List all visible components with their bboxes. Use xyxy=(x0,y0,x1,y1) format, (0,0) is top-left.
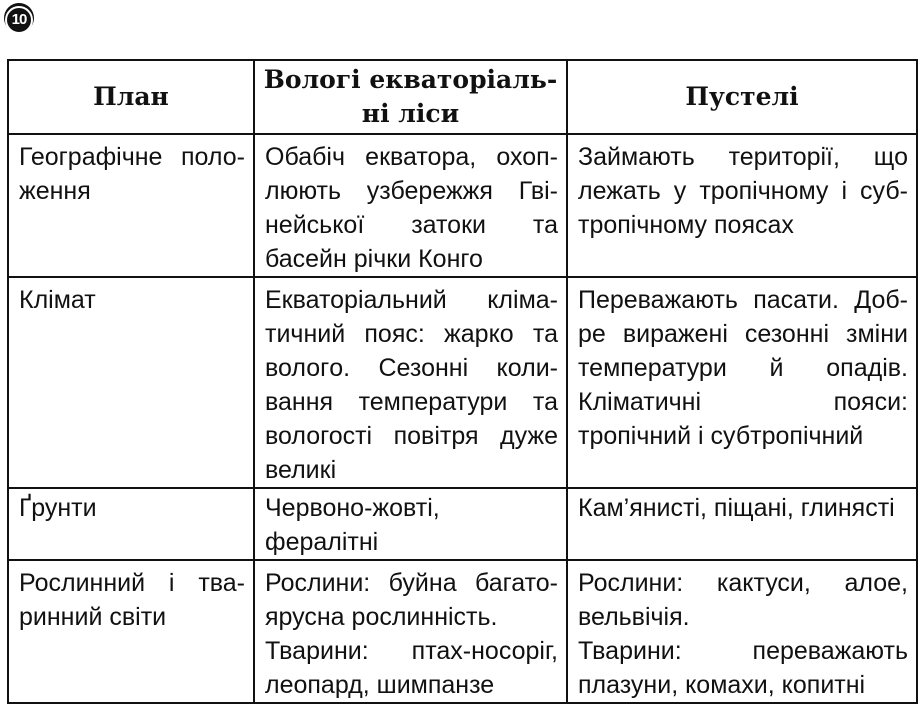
cell-line: басейн річки Конго xyxy=(265,245,483,273)
table-row xyxy=(8,134,917,277)
cell-line: леопард, шимпанзе xyxy=(265,671,495,699)
cell-forest-climate xyxy=(254,277,567,488)
cell-line: вологo. Сезонні коли- xyxy=(265,354,558,382)
task-number-badge xyxy=(4,3,34,33)
task-number: 10 xyxy=(5,6,33,34)
cell-line: вання температури та xyxy=(265,388,558,416)
table-header-row xyxy=(8,60,917,134)
cell-plan-climate xyxy=(8,277,254,488)
header-forests-line-2: ні ліси xyxy=(361,99,460,128)
cell-line: Ґрунти xyxy=(19,494,97,522)
cell-desert-climate xyxy=(567,277,917,488)
cell-desert-biota xyxy=(567,560,917,703)
header-deserts xyxy=(567,60,917,134)
cell-line: Тварини: птах-носоріг, xyxy=(265,637,558,665)
cell-line: Тварини: переважають xyxy=(578,637,908,665)
cell-forest-biota xyxy=(254,560,567,703)
cell-line: ре виражені сезонні зміни xyxy=(578,320,908,348)
cell-line: люють узбережжя Гві- xyxy=(265,177,558,205)
header-plan xyxy=(8,60,254,134)
cell-line: Географічне поло- xyxy=(19,143,245,171)
comparison-table xyxy=(7,59,918,704)
cell-line: тропічний і субтропічний xyxy=(578,422,864,450)
cell-line: Обабіч екватора, охоп- xyxy=(265,143,558,171)
table-row xyxy=(8,277,917,488)
cell-line: Кам’янисті, піщані, глинясті xyxy=(578,494,895,522)
cell-line: Переважають пасати. Доб- xyxy=(578,286,908,314)
cell-line: Екваторіальний кліма- xyxy=(265,286,558,314)
cell-line: плазуни, комахи, копитні xyxy=(578,671,866,699)
cell-line: вельвічія. xyxy=(578,603,690,631)
cell-line: Рослини: буйна багато- xyxy=(265,569,558,597)
cell-line: Червоно-жовті, фералітні xyxy=(265,494,440,556)
header-forests xyxy=(254,60,567,134)
table-row xyxy=(8,560,917,703)
cell-line: Рослини: кактуси, алое, xyxy=(578,569,908,597)
cell-line: Рослинний і тва- xyxy=(19,569,245,597)
cell-forest-location xyxy=(254,134,567,277)
cell-line: температури й опадів. xyxy=(578,354,908,382)
cell-line: ження xyxy=(19,177,91,205)
header-forests-line-1: Вологі екваторіаль- xyxy=(263,65,558,94)
cell-line: ринний світи xyxy=(19,603,167,631)
table-row xyxy=(8,488,917,560)
cell-line: нейської затоки та xyxy=(265,211,558,239)
cell-plan-location xyxy=(8,134,254,277)
cell-line: великі xyxy=(265,456,337,484)
cell-forest-soils xyxy=(254,488,567,560)
cell-line: тропічному поясах xyxy=(578,211,794,239)
cell-desert-soils xyxy=(567,488,917,560)
header-plan-text: План xyxy=(93,82,169,111)
header-deserts-text: Пустелі xyxy=(685,82,799,111)
cell-plan-soils xyxy=(8,488,254,560)
cell-line: тичний пояс: жарко та xyxy=(265,320,558,348)
cell-desert-location xyxy=(567,134,917,277)
cell-line: Займають території, що xyxy=(578,143,908,171)
cell-line: Кліматичні пояси: xyxy=(578,388,908,416)
cell-line: Клімат xyxy=(19,286,96,314)
cell-line: ярусна рослинність. xyxy=(265,603,498,631)
cell-line: вологості повітря дуже xyxy=(265,422,558,450)
cell-plan-biota xyxy=(8,560,254,703)
cell-line: лежать у тропічному і суб- xyxy=(578,177,908,205)
